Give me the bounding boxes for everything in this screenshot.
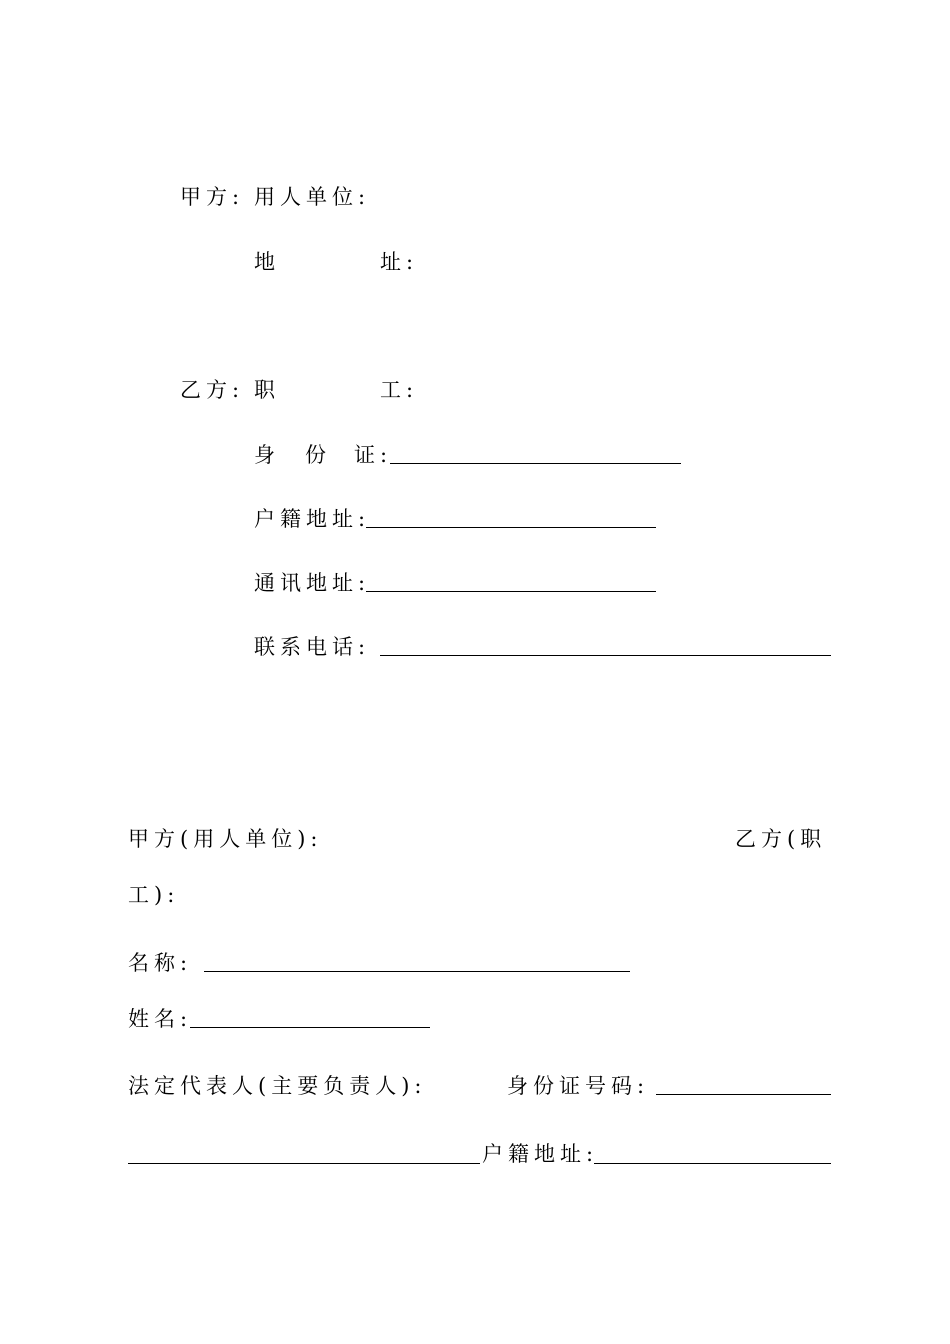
id-number-field[interactable] — [390, 463, 681, 464]
sign-party-b-label-cont: 工): — [128, 883, 180, 907]
person-name-field[interactable] — [190, 1027, 430, 1028]
household-address-label: 户籍地址: — [254, 507, 371, 531]
sign-household-address-label: 户籍地址: — [482, 1142, 599, 1166]
employee-label-char1: 职 — [254, 378, 280, 402]
id-label-char1: 身 — [254, 443, 280, 467]
mailing-address-field[interactable] — [366, 591, 656, 592]
employee-label-char2: 工: — [380, 378, 419, 402]
legal-rep-label: 法定代表人(主要负责人): — [128, 1074, 427, 1098]
mailing-address-label: 通讯地址: — [254, 571, 371, 595]
employer-label: 用人单位: — [254, 185, 371, 209]
name-label: 名称: — [128, 951, 193, 975]
party-a-label: 甲方: — [180, 185, 245, 209]
name-field[interactable] — [204, 971, 630, 972]
id-label-char2: 份 — [305, 443, 331, 467]
rep-id-number-field[interactable] — [656, 1094, 831, 1095]
id-label-char3: 证: — [354, 443, 393, 467]
address-label-char2: 址: — [380, 250, 419, 274]
sign-party-a-label: 甲方(用人单位): — [128, 827, 323, 851]
phone-field[interactable] — [380, 655, 831, 656]
sign-party-b-label: 乙方(职 — [735, 827, 827, 851]
sign-household-address-field[interactable] — [594, 1163, 831, 1164]
id-number-label: 身份证号码: — [507, 1074, 650, 1098]
household-address-field[interactable] — [366, 527, 656, 528]
address-label-char1: 地 — [254, 250, 280, 274]
party-b-label: 乙方: — [180, 378, 245, 402]
person-name-label: 姓名: — [128, 1007, 193, 1031]
rep-id-number-field-cont[interactable] — [128, 1163, 480, 1164]
phone-label: 联系电话: — [254, 635, 371, 659]
